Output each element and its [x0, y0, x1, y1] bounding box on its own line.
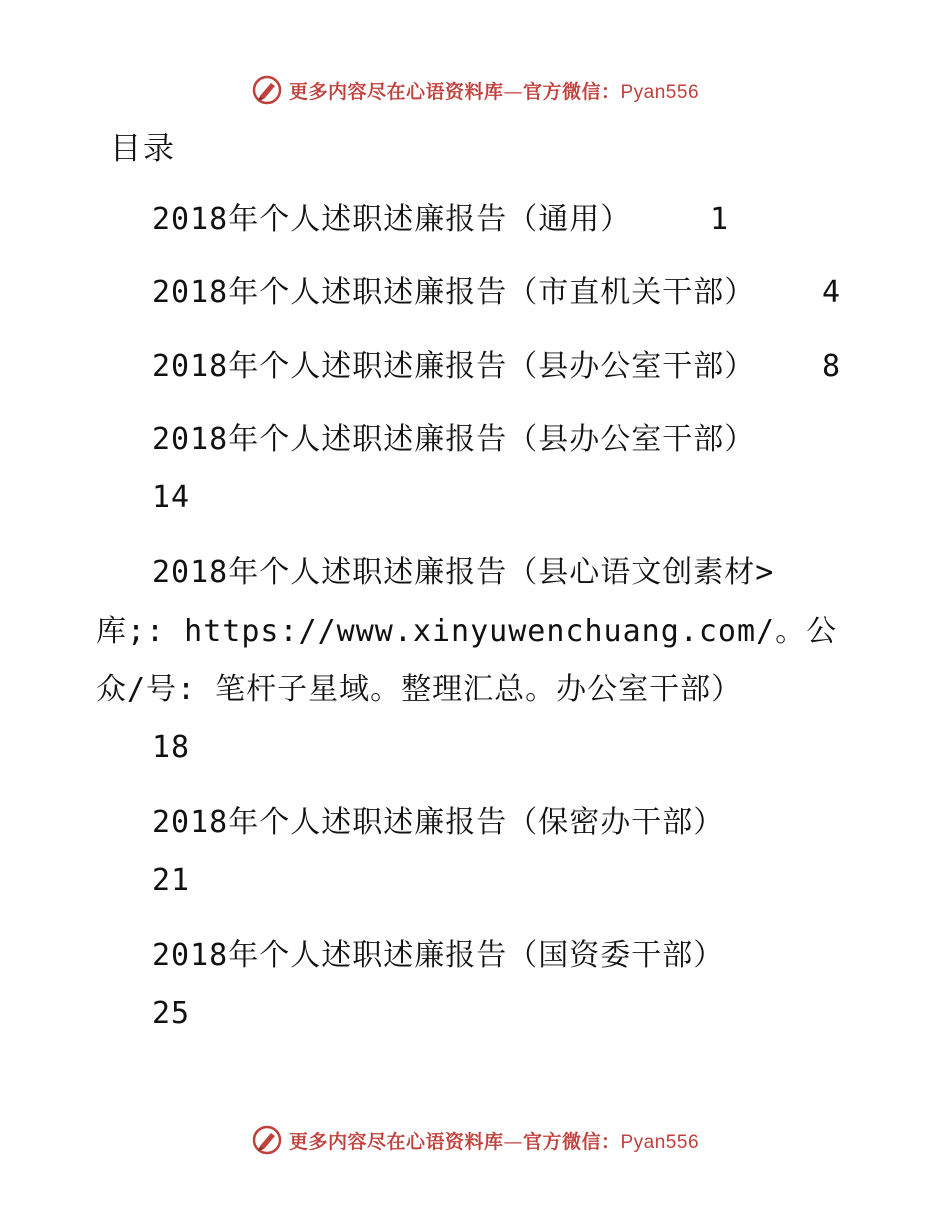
toc-entry-2-page: 4 [822, 275, 842, 310]
header-banner [0, 70, 950, 110]
toc-entry-5-line-2[interactable]: 库;: https://www.xinyuwenchuang.com/。公 [96, 614, 838, 649]
toc-entry-4[interactable] [152, 420, 755, 460]
toc-entry-title: 2018年个人述职述廉报告（通用） [152, 202, 632, 237]
banner-wechat-label: 官方微信： [522, 80, 621, 103]
banner-wechat-id: Pyan556 [620, 81, 700, 103]
banner-separator: — [503, 1130, 523, 1153]
pen-logo-icon [251, 1124, 283, 1156]
banner-separator: — [503, 80, 523, 103]
banner-slogan: 更多内容尽在心语资料库 [288, 80, 504, 103]
toc-entry-5-line-1[interactable]: 2018年个人述职述廉报告（县心语文创素材> [152, 555, 775, 590]
toc-title: 目录 [110, 131, 176, 167]
toc-entry-title: 2018年个人述职述廉报告（市直机关干部） [152, 275, 756, 310]
toc-entry-5-line-3[interactable]: 众/号: 笔杆子星域。整理汇总。办公室干部） [96, 672, 743, 707]
toc-entry-7-page: 25 [152, 996, 191, 1031]
toc-entry-title: 2018年个人述职述廉报告（国资委干部） [152, 938, 725, 973]
banner-text [289, 1127, 699, 1154]
banner-text [289, 77, 699, 104]
toc-entry-6[interactable] [152, 803, 724, 843]
banner-wechat-id: Pyan556 [620, 1131, 700, 1153]
banner-wechat-label: 官方微信： [522, 1130, 621, 1153]
pen-logo-icon [251, 74, 283, 106]
toc-entry-title: 2018年个人述职述廉报告（县办公室干部） [152, 422, 756, 457]
toc-entry-1[interactable] [152, 200, 631, 240]
banner-slogan: 更多内容尽在心语资料库 [288, 1130, 504, 1153]
toc-entry-5-page: 18 [152, 730, 191, 765]
toc-entry-2[interactable] [152, 273, 755, 313]
toc-entry-4-page: 14 [152, 480, 191, 515]
toc-entry-title: 2018年个人述职述廉报告（保密办干部） [152, 805, 725, 840]
footer-banner [0, 1120, 950, 1160]
toc-entry-3-page: 8 [822, 349, 842, 384]
toc-entry-7[interactable] [152, 936, 724, 976]
toc-entry-title: 2018年个人述职述廉报告（县办公室干部） [152, 349, 756, 384]
toc-entry-6-page: 21 [152, 863, 191, 898]
toc-entry-3[interactable] [152, 347, 755, 387]
toc-entry-1-page: 1 [710, 202, 730, 237]
